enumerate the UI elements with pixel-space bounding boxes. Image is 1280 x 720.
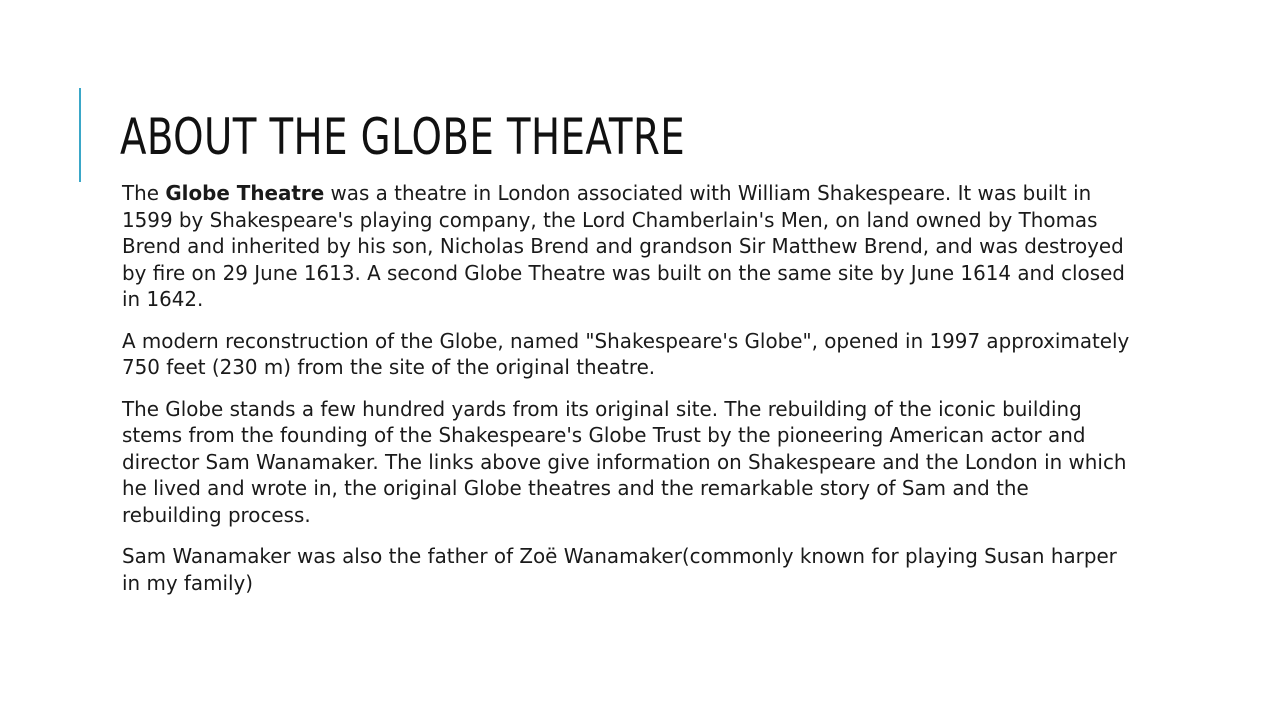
paragraph-wanamaker-family: Sam Wanamaker was also the father of Zoë Wanamaker(commonly known for playing Susan harper in my family) [122, 544, 1117, 595]
slide-body [122, 180, 1131, 611]
paragraph-rebuilding: The Globe stands a few hundred yards from its original site. The rebuilding of the iconic building stems from the founding of the Shakespeare's Globe Trust by the pioneering American actor and director Sam Wanamaker. The links above give information on Shakespeare and the London in which he lived and wrote in, the original Globe theatres and the remarkable story of Sam and the rebuilding process. [122, 396, 1127, 527]
paragraph-modern-reconstruction: A modern reconstruction of the Globe, named "Shakespeare's Globe", opened in 1997 approximately 750 feet (230 m) from the site of the original theatre. [122, 328, 1130, 379]
paragraph-globe-history [122, 180, 1131, 313]
paragraph-rest-text: was a theatre in London associated with William Shakespeare. It was built in 1599 by Shakespeare's playing company, the Lord Chamberlain's Men, on land owned by Thomas Brend and inherited by his son, Nicholas Brend and grandson Sir Matthew Brend, and was destroyed by fire on 29 June 1613. A second Globe Theatre was built on the same site by June 1614 and closed in 1642. [122, 181, 1125, 311]
slide-title: ABOUT THE GLOBE THEATRE [120, 108, 686, 166]
title-accent-rule [79, 88, 81, 182]
globe-theatre-bold-text: Globe Theatre [165, 181, 325, 205]
paragraph-lead-text: The [122, 181, 166, 205]
